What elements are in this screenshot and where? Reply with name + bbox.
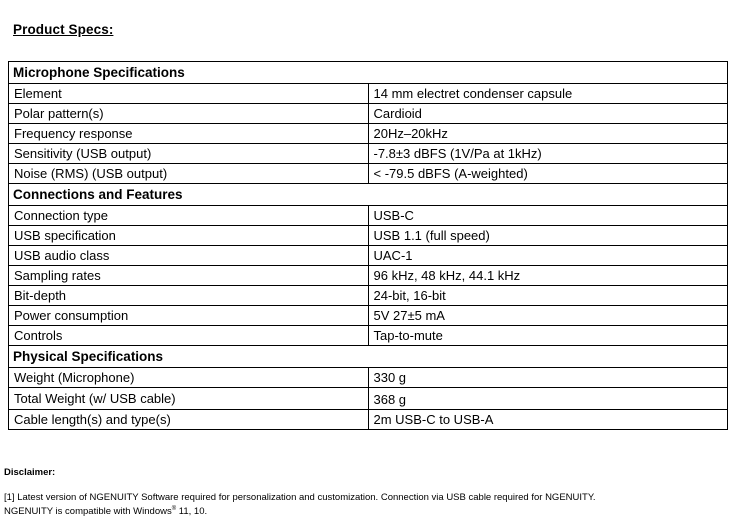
section-heading-connections: Connections and Features (9, 184, 728, 206)
spec-label: Element (9, 84, 369, 104)
spec-value: Tap-to-mute (368, 326, 728, 346)
spec-row (9, 246, 728, 266)
spec-label: Frequency response (9, 124, 369, 144)
spec-label: Total Weight (w/ USB cable) (9, 388, 369, 410)
spec-row (9, 326, 728, 346)
spec-label: Controls (9, 326, 369, 346)
spec-label: USB audio class (9, 246, 369, 266)
spec-value: < -79.5 dBFS (A-weighted) (368, 164, 728, 184)
section-header-row (9, 184, 728, 206)
spec-label: Bit-depth (9, 286, 369, 306)
disclaimer-line-2-end: 11, 10. (176, 506, 208, 517)
disclaimer-heading: Disclaimer: (4, 467, 56, 478)
spec-value: 368 g (368, 388, 728, 410)
section-heading-physical: Physical Specifications (9, 346, 728, 368)
spec-row (9, 286, 728, 306)
spec-label: Sensitivity (USB output) (9, 144, 369, 164)
spec-label: Polar pattern(s) (9, 104, 369, 124)
spec-value: Cardioid (368, 104, 728, 124)
spec-row (9, 388, 728, 410)
spec-label: Sampling rates (9, 266, 369, 286)
page-title: Product Specs: (13, 22, 114, 37)
spec-value: 14 mm electret condenser capsule (368, 84, 728, 104)
spec-value: 5V 27±5 mA (368, 306, 728, 326)
spec-label: Power consumption (9, 306, 369, 326)
disclaimer-line-2-start: NGENUITY is compatible with Windows (4, 506, 172, 517)
disclaimer-line-1: [1] Latest version of NGENUITY Software required for personalization and customization. Connection via USB cable required for NGENUITY. (4, 492, 596, 503)
spec-value: UAC-1 (368, 246, 728, 266)
spec-row (9, 164, 728, 184)
spec-label: Connection type (9, 206, 369, 226)
spec-value: 330 g (368, 368, 728, 388)
spec-row (9, 368, 728, 388)
spec-value: -7.8±3 dBFS (1V/Pa at 1kHz) (368, 144, 728, 164)
spec-label: Noise (RMS) (USB output) (9, 164, 369, 184)
spec-row (9, 84, 728, 104)
section-header-row (9, 62, 728, 84)
spec-value: 2m USB-C to USB-A (368, 410, 728, 430)
spec-value: USB 1.1 (full speed) (368, 226, 728, 246)
spec-row (9, 306, 728, 326)
spec-value: 96 kHz, 48 kHz, 44.1 kHz (368, 266, 728, 286)
spec-row (9, 226, 728, 246)
spec-row (9, 206, 728, 226)
spec-row (9, 124, 728, 144)
registered-mark: ® (171, 505, 177, 512)
spec-value: USB-C (368, 206, 728, 226)
spec-row (9, 144, 728, 164)
spec-value: 24-bit, 16-bit (368, 286, 728, 306)
spec-row (9, 104, 728, 124)
spec-row (9, 266, 728, 286)
specs-table (8, 61, 728, 430)
disclaimer-line-2 (4, 505, 732, 519)
spec-label: Cable length(s) and type(s) (9, 410, 369, 430)
section-heading-microphone: Microphone Specifications (9, 62, 728, 84)
disclaimer-text (4, 491, 732, 519)
spec-label: Weight (Microphone) (9, 368, 369, 388)
spec-label: USB specification (9, 226, 369, 246)
section-header-row (9, 346, 728, 368)
spec-row (9, 410, 728, 430)
spec-value: 20Hz–20kHz (368, 124, 728, 144)
